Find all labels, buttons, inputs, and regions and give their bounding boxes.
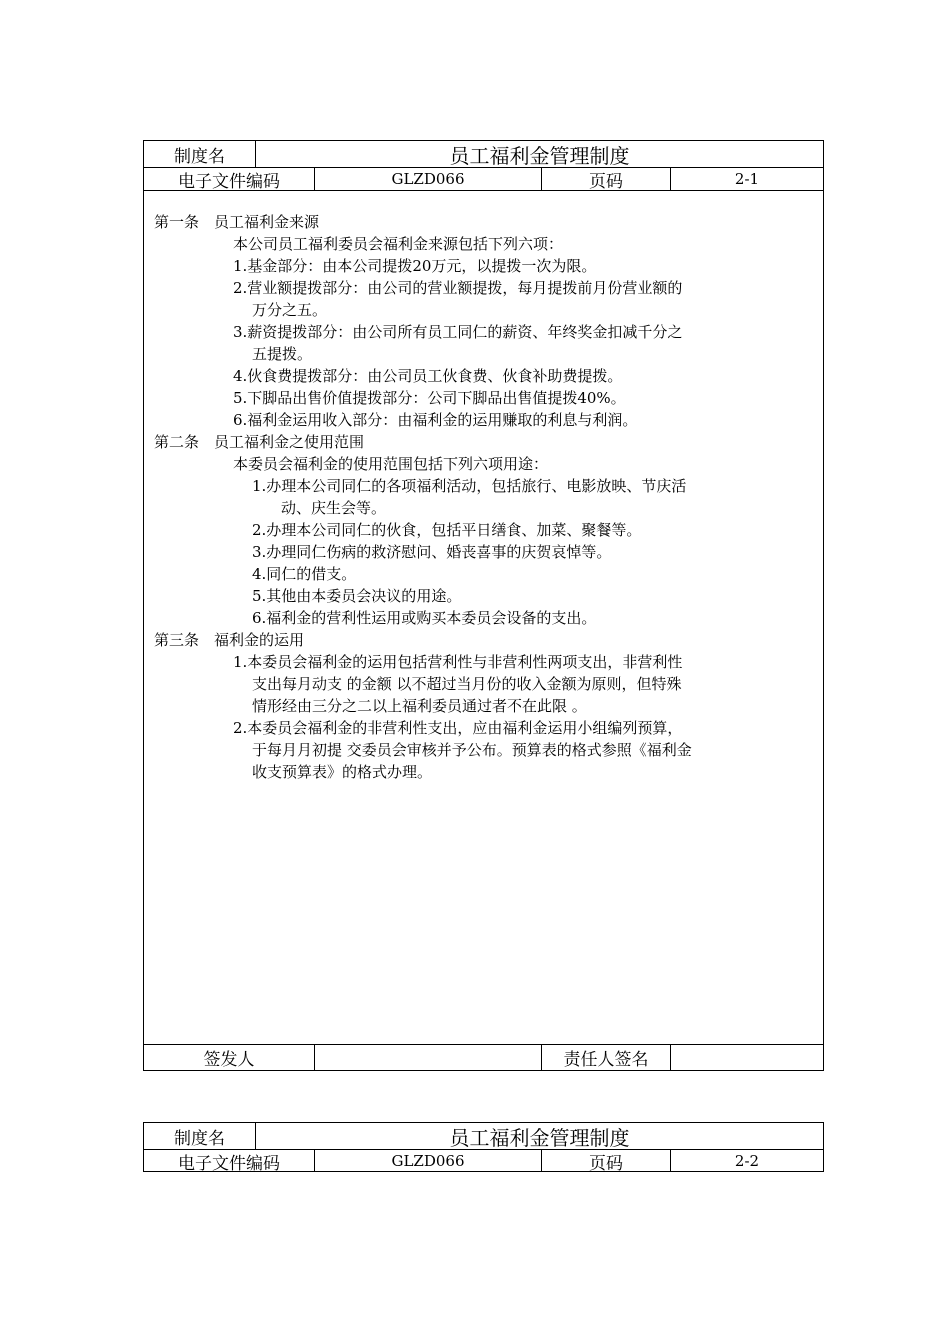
code-row (144, 168, 823, 191)
page-label: 页码 (541, 168, 670, 190)
list-item-continuation: 收支预算表》的格式办理。 (252, 763, 433, 781)
list-item: 2.办理本公司同仁的伙食，包括平日缮食、加菜、聚餐等。 (252, 521, 642, 539)
responsible-signature-field (670, 1045, 823, 1070)
paragraph-line: 本公司员工福利委员会福利金来源包括下列六项： (233, 235, 564, 253)
list-item-continuation: 于每月月初提 交委员会审核并予公布。预算表的格式参照《福利金 (252, 741, 692, 759)
issuer-field (314, 1045, 541, 1070)
list-item-continuation: 动、庆生会等。 (281, 499, 387, 517)
list-item: 2.本委员会福利金的非营利性支出，应由福利金运用小组编列预算， (233, 719, 683, 737)
list-item: 5.其他由本委员会决议的用途。 (252, 587, 462, 605)
page-title: 员工福利金管理制度 (255, 141, 823, 167)
page-title: 员工福利金管理制度 (255, 1123, 823, 1149)
article-heading: 第三条 福利金的运用 (154, 631, 305, 649)
list-item-continuation: 万分之五。 (252, 301, 328, 319)
code-row (144, 1150, 823, 1172)
document-page-1 (143, 140, 824, 1071)
title-row (144, 1123, 823, 1150)
list-item: 4.同仁的借支。 (252, 565, 357, 583)
list-item-continuation: 支出每月动支 的金额 以不超过当月份的收入金额为原则，但特殊 (252, 675, 682, 693)
name-label: 制度名 (174, 146, 225, 167)
list-item: 2.营业额提拨部分：由公司的营业额提拨，每月提拨前月份营业额的 (233, 279, 683, 297)
list-item: 5.下脚品出售价值提拨部分：公司下脚品出售值提拨40%。 (233, 389, 626, 407)
page-number: 2-2 (670, 1150, 823, 1172)
list-item: 4.伙食费提拨部分：由公司员工伙食费、伙食补助费提拨。 (233, 367, 623, 385)
list-item: 1.本委员会福利金的运用包括营利性与非营利性两项支出，非营利性 (233, 653, 683, 671)
code-value: GLZD066 (314, 168, 541, 190)
paragraph-line: 本委员会福利金的使用范围包括下列六项用途： (233, 455, 549, 473)
list-item-continuation: 情形经由三分之二以上福利委员通过者不在此限 。 (252, 697, 587, 715)
document-body (144, 191, 823, 1044)
list-item: 1.基金部分：由本公司提拨20万元，以提拨一次为限。 (233, 257, 597, 275)
article-heading: 第一条 员工福利金来源 (154, 213, 320, 231)
page-label: 页码 (541, 1150, 670, 1172)
list-item: 6.福利金的营利性运用或购买本委员会设备的支出。 (252, 609, 597, 627)
document-page-2 (143, 1122, 824, 1172)
list-item: 3.薪资提拨部分：由公司所有员工同仁的薪资、年终奖金扣减千分之 (233, 323, 683, 341)
signature-row (144, 1044, 823, 1070)
article-heading: 第二条 员工福利金之使用范围 (154, 433, 365, 451)
code-label: 电子文件编码 (178, 1153, 280, 1174)
title-row (144, 141, 823, 168)
issuer-label: 签发人 (203, 1050, 255, 1070)
responsible-label: 责任人签名 (541, 1045, 670, 1070)
list-item: 3.办理同仁伤病的救济慰问、婚丧喜事的庆贺哀悼等。 (252, 543, 612, 561)
page-number: 2-1 (670, 168, 823, 190)
list-item-continuation: 五提拨。 (252, 345, 313, 363)
code-label: 电子文件编码 (178, 171, 280, 192)
code-value: GLZD066 (314, 1150, 541, 1172)
name-label: 制度名 (174, 1128, 225, 1149)
list-item: 6.福利金运用收入部分：由福利金的运用赚取的利息与利润。 (233, 411, 638, 429)
list-item: 1.办理本公司同仁的各项福利活动，包括旅行、电影放映、节庆活 (252, 477, 687, 495)
